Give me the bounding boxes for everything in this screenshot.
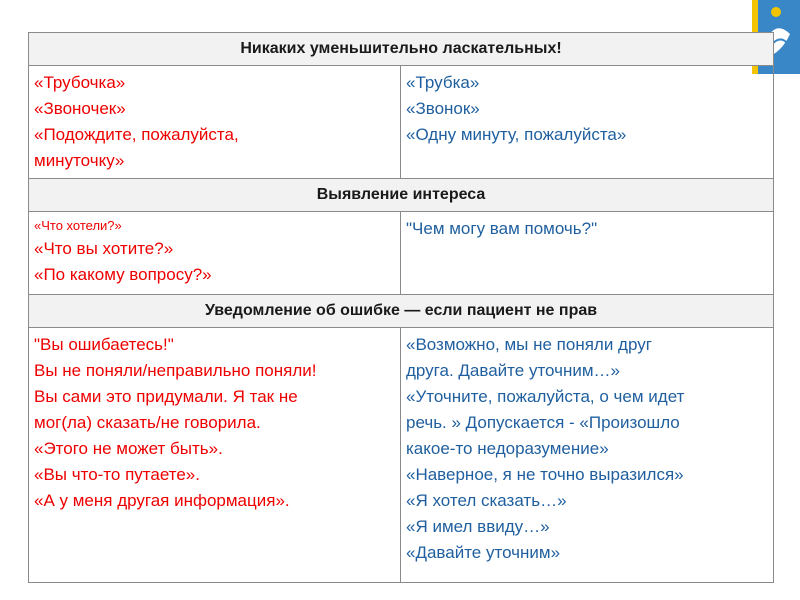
- section-title: Уведомление об ошибке — если пациент не прав: [204, 302, 598, 319]
- right-phrases-cell: [401, 66, 774, 179]
- right-phrase: «Я имел ввиду…»: [406, 517, 550, 536]
- right-phrase: речь. » Допускается - «Произошло: [406, 413, 680, 432]
- wrong-phrase: Вы не поняли/неправильно поняли!: [34, 361, 317, 380]
- wrong-phrases-cell: [29, 66, 401, 179]
- phrases-table: [28, 32, 774, 583]
- wrong-phrase: «А у меня другая информация».: [34, 491, 290, 510]
- section-title: Никаких уменьшительно ласкательных!: [240, 40, 562, 57]
- section-header-interest: [29, 179, 774, 212]
- section-header-diminutives: [29, 33, 774, 66]
- right-phrase: "Чем могу вам помочь?": [406, 219, 598, 238]
- wrong-phrase: "Вы ошибаетесь!": [34, 335, 174, 354]
- right-phrase: друга. Давайте уточним…»: [406, 361, 621, 380]
- wrong-phrase: «Подождите, пожалуйста,: [34, 125, 239, 144]
- right-phrase: «Я хотел сказать…»: [406, 491, 567, 510]
- wrong-phrase: мог(ла) сказать/не говорила.: [34, 413, 261, 432]
- right-phrase: «Наверное, я не точно выразился»: [406, 465, 684, 484]
- wrong-phrases-cell: [29, 328, 401, 583]
- right-phrases-cell: [401, 212, 774, 295]
- wrong-phrase: минуточку»: [34, 151, 125, 170]
- wrong-phrase: «Что вы хотите?»: [34, 239, 174, 258]
- wrong-phrases-cell: [29, 212, 401, 295]
- right-phrase: какое-то недоразумение»: [406, 439, 609, 458]
- section-header-error-notice: [29, 295, 774, 328]
- wrong-phrase: «Звоночек»: [34, 99, 126, 118]
- right-phrase: «Одну минуту, пожалуйста»: [406, 125, 627, 144]
- right-phrases-cell: [401, 328, 774, 583]
- wrong-phrase: Вы сами это придумали. Я так не: [34, 387, 298, 406]
- right-phrase: «Звонок»: [406, 99, 480, 118]
- wrong-phrase: «Вы что-то путаете».: [34, 465, 200, 484]
- right-phrase: «Уточните, пожалуйста, о чем идет: [406, 387, 685, 406]
- wrong-phrase: «Трубочка»: [34, 73, 126, 92]
- right-phrase: «Возможно, мы не поняли друг: [406, 335, 652, 354]
- right-phrase: «Давайте уточним»: [406, 543, 561, 562]
- wrong-phrase: «Что хотели?»: [34, 218, 122, 233]
- wrong-phrase: «Этого не может быть».: [34, 439, 223, 458]
- section-title: Выявление интереса: [316, 186, 486, 203]
- wrong-phrase: «По какому вопросу?»: [34, 265, 212, 284]
- right-phrase: «Трубка»: [406, 73, 480, 92]
